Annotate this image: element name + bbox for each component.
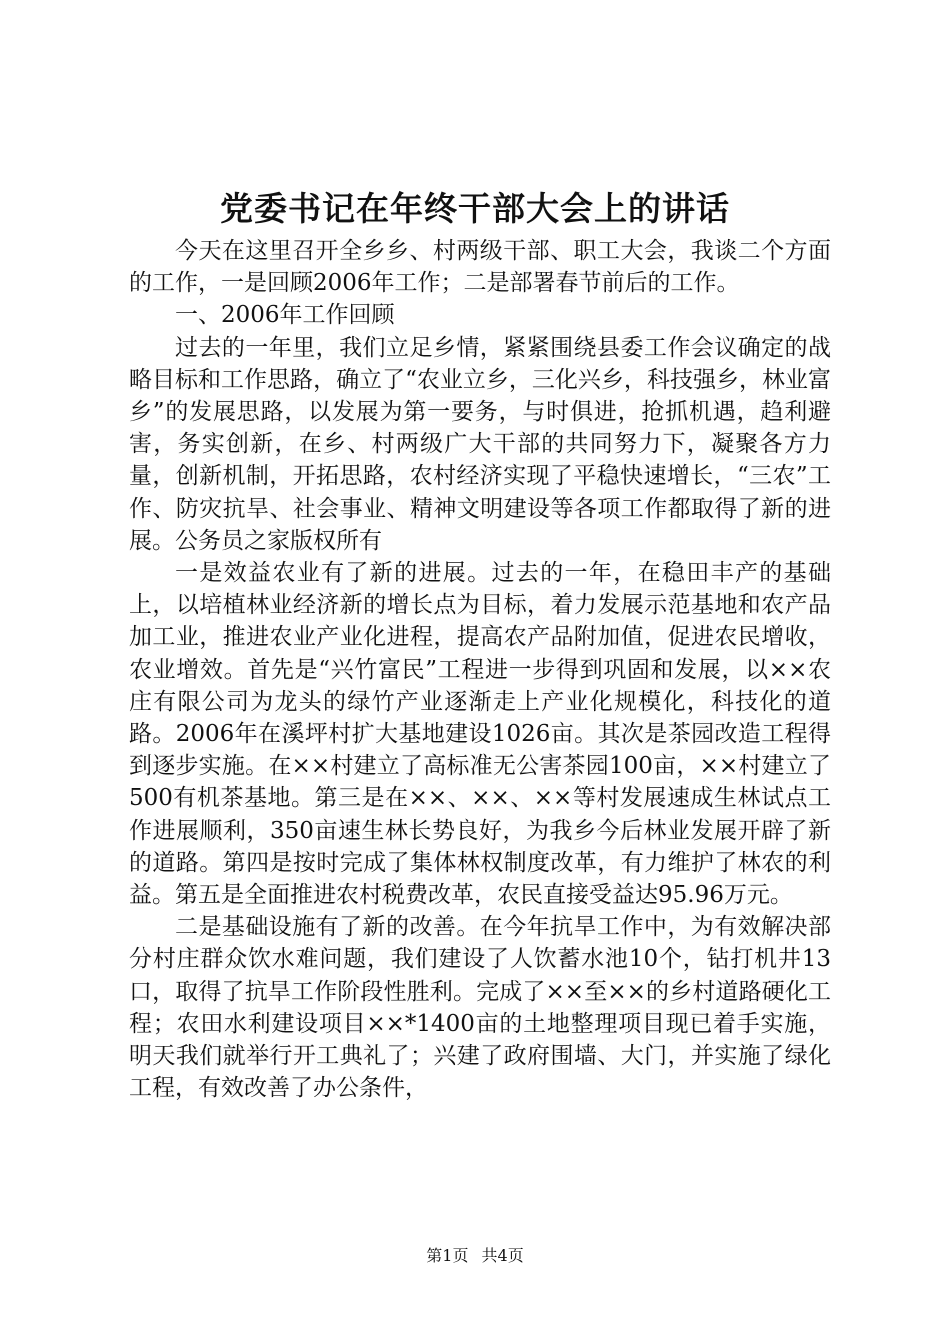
paragraph-agriculture: 一是效益农业有了新的进展。过去的一年，在稳田丰产的基础上，以培植林业经济新的增长点为目标，着力发展示范基地和农产品加工业，推进农业产业化进程，提高农产品附加值，促进农民增收，农业增效。首先是“兴竹富民”工程进一步得到巩固和发展，以××农庄有限公司为龙头的绿竹产业逐渐走上产业化规模化，科技化的道路。2006年在溪坪村扩大基地建设1026亩。其次是茶园改造工程得到逐步实施。在××村建立了高标准无公害茶园100亩，××村建立了500有机茶基地。第三是在××、××、××等村发展速成生林试点工作进展顺利，350亩速生林长势良好，为我乡今后林业发展开辟了新的道路。第四是按时完成了集体林权制度改革，有力维护了林农的利益。第五是全面推进农村税费改革，农民直接受益达95.96万元。 [129,560,831,909]
document-body [129,235,831,1104]
paragraph-intro: 今天在这里召开全乡乡、村两级干部、职工大会，我谈二个方面的工作，一是回顾2006年工作；二是部署春节前后的工作。 [129,238,831,297]
section-heading: 一、2006年工作回顾 [175,302,395,329]
page-number: 第1页 [426,1246,469,1265]
document-title: 党委书记在年终干部大会上的讲话 [220,189,730,228]
paragraph-review: 过去的一年里，我们立足乡情，紧紧围绕县委工作会议确定的战略目标和工作思路，确立了“农业立乡，三化兴乡，科技强乡，林业富乡”的发展思路，以发展为第一要务，与时俱进，抢抓机遇，趋利避害，务实创新，在乡、村两级广大干部的共同努力下，凝聚各方力量，创新机制，开拓思路，农村经济实现了平稳快速增长，“三农”工作、防灾抗旱、社会事业、精神文明建设等各项工作都取得了新的进展。公务员之家版权所有 [129,334,831,554]
paragraph-infrastructure: 二是基础设施有了新的改善。在今年抗旱工作中，为有效解决部分村庄群众饮水难问题，我们建设了人饮蓄水池10个，钻打机井13口，取得了抗旱工作阶段性胜利。完成了××至××的乡村道路硬化工程；农田水利建设项目××*1400亩的土地整理项目现已着手实施，明天我们就举行开工典礼了；兴建了政府围墙、大门，并实施了绿化工程，有效改善了办公条件， [129,914,831,1102]
page-footer [0,1244,950,1268]
page-total: 共4页 [481,1246,524,1265]
